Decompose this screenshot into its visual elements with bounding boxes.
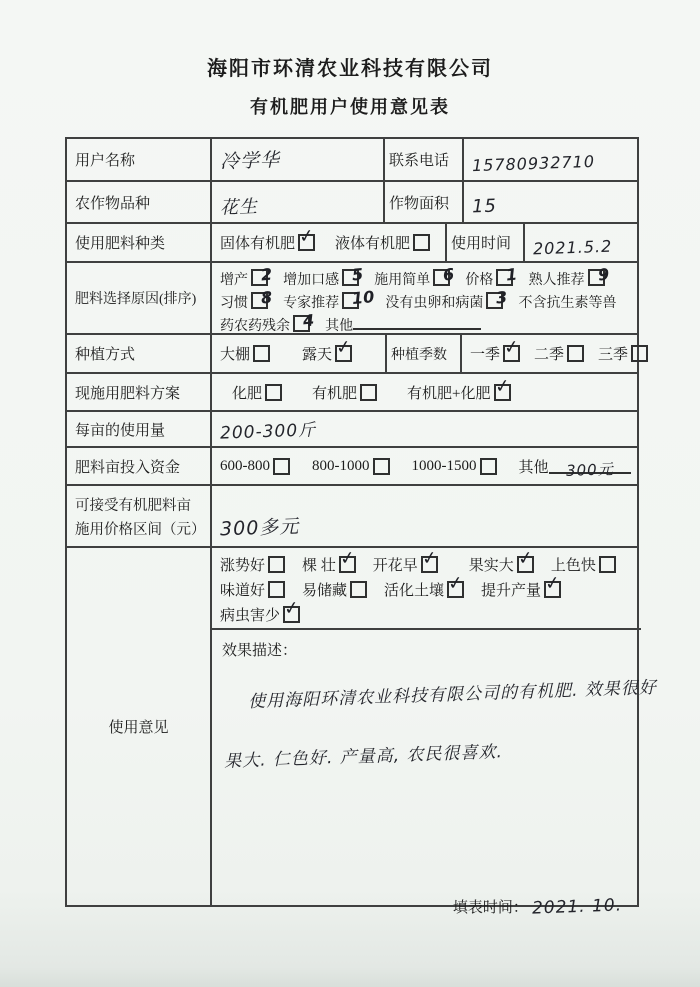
option-two-seasons: 二季 [534, 343, 586, 364]
opinion-label: 使用意见 [67, 548, 212, 905]
user-name-handwriting: 冷学华 [219, 148, 281, 174]
option-600-800: 600-800 [220, 458, 292, 475]
effect-option: 活化土壤 ✓ [384, 579, 466, 600]
reason-item: 施用简单 6 [374, 264, 456, 288]
fill-date-label: 填表时间： [452, 900, 528, 916]
row-price-range [67, 486, 637, 548]
form-title: 有机肥用户使用意见表 [250, 97, 450, 117]
effect-option: 上色快 [551, 554, 618, 575]
effect-option: 果实大 ✓ [469, 554, 536, 575]
effect-option: 病虫害少 ✓ [220, 604, 302, 625]
fertilizer-type-options [212, 224, 447, 261]
crop-value-cell [212, 182, 385, 222]
effect-description-section [212, 630, 658, 905]
option-1000-1500: 1000-1500 [412, 458, 499, 475]
option-800-1000: 800-1000 [312, 458, 392, 475]
effect-description-label: 效果描述： [222, 643, 298, 659]
effect-option: 提升产量 ✓ [481, 579, 563, 600]
checkbox-organic-plus-chemical-icon [494, 384, 511, 401]
row-dosage [67, 412, 637, 448]
blank-underline [353, 316, 481, 330]
checkbox-greenhouse-icon [253, 345, 270, 362]
checkbox-two-seasons-icon [567, 345, 584, 362]
checkbox-icon [447, 581, 464, 598]
option-one-season: 一季 ✓ [470, 343, 522, 364]
rank-handwriting: 2 [260, 264, 273, 285]
rank-handwriting: 6 [442, 264, 456, 285]
checkbox-icon [268, 581, 285, 598]
crop-label: 农作物品种 [67, 182, 212, 222]
fertilizer-type-label: 使用肥料种类 [67, 224, 212, 261]
option-label: 固体有机肥 [220, 236, 296, 252]
rank-handwriting: 8 [260, 287, 273, 308]
row-investment [67, 448, 637, 486]
option-open-air: 露天 ✓ [302, 343, 354, 364]
reason-other: 其他 [325, 319, 481, 334]
checkbox-open-air-icon [335, 345, 352, 362]
area-value-cell [464, 182, 637, 222]
reason-item: 价格 1 [465, 264, 519, 288]
option-liquid-organic [335, 232, 432, 253]
checkbox-600-800-icon [273, 458, 290, 475]
effect-description-handwriting-line1: 使用海阳环清农业科技有限公司的有机肥. 效果很好 [247, 677, 658, 713]
reason-item: 没有虫卵和病菌 3 [385, 287, 509, 311]
planting-options [212, 335, 387, 372]
user-name-label: 用户名称 [67, 139, 212, 180]
seasons-label: 种植季数 [387, 335, 462, 372]
use-time-label: 使用时间 [447, 224, 525, 261]
seasons-options [462, 335, 658, 372]
feedback-form-table [65, 137, 658, 907]
reason-item: 专家推荐 10 [283, 287, 376, 311]
checkbox-icon [544, 581, 561, 598]
area-label: 作物面积 [385, 182, 464, 222]
phone-handwriting: 15780932710 [471, 151, 596, 176]
effect-option: 涨势好 [220, 554, 287, 575]
company-title: 海阳市环清农业科技有限公司 [207, 58, 493, 80]
option-label: 液体有机肥 [335, 236, 411, 252]
row-current-plan [67, 374, 637, 412]
current-plan-label: 现施用肥料方案 [67, 374, 212, 410]
reason-item: 增加口感 5 [283, 264, 365, 288]
option-solid-organic [220, 232, 317, 253]
checkbox-solid-organic-icon [298, 234, 315, 251]
effect-option: 易储藏 [302, 579, 369, 600]
rank-handwriting: 3 [495, 287, 509, 308]
rank-handwriting: 1 [505, 264, 519, 285]
investment-other-handwriting: 300元 [565, 459, 614, 480]
dosage-handwriting: 200-300斤 [219, 419, 317, 444]
rank-handwriting: 9 [596, 264, 610, 285]
option-three-seasons: 三季 [598, 343, 650, 364]
rank-handwriting: 4 [302, 310, 315, 331]
price-range-value-cell [212, 486, 637, 546]
checkbox-icon [350, 581, 367, 598]
dosage-value-cell [212, 412, 637, 446]
checkbox-liquid-organic-icon [413, 234, 430, 251]
phone-value-cell [464, 139, 637, 180]
reasons-label: 肥料选择原因(排序) [67, 263, 212, 333]
row-planting [67, 335, 637, 374]
rank-handwriting: 10 [351, 287, 376, 308]
price-range-handwriting: 300多元 [219, 515, 300, 541]
price-range-label: 可接受有机肥料亩 施用价格区间（元） [67, 486, 212, 546]
crop-handwriting: 花生 [219, 196, 259, 219]
option-organic: 有机肥 [312, 382, 379, 403]
effects-checkbox-section [212, 548, 641, 630]
reason-item: 习惯 8 [220, 287, 273, 311]
checkbox-1000-1500-icon [480, 458, 497, 475]
fill-date-handwriting: 2021. 10. [531, 895, 623, 919]
checkbox-chemical-icon [265, 384, 282, 401]
effect-description-handwriting-line2: 果大. 仁色好. 产量高, 农民很喜欢. [223, 742, 504, 772]
row-user-name [67, 139, 637, 182]
rank-handwriting: 5 [351, 264, 365, 285]
option-greenhouse: 大棚 [220, 343, 272, 364]
reason-item: 不含抗生素等兽药农药残余 4 [220, 296, 617, 334]
effects-line-3 [220, 602, 633, 627]
reasons-options [212, 263, 637, 333]
row-crop [67, 182, 637, 224]
checkbox-one-season-icon [503, 345, 520, 362]
user-name-value-cell [212, 139, 385, 180]
fill-date [453, 896, 622, 917]
checkbox-icon [268, 556, 285, 573]
reason-item: 熟人推荐 9 [528, 264, 610, 288]
checkbox-organic-icon [360, 384, 377, 401]
checkbox-icon [599, 556, 616, 573]
checkbox-icon [283, 606, 300, 623]
checkbox-three-seasons-icon [631, 345, 648, 362]
use-time-handwriting: 2021.5.2 [532, 236, 613, 259]
effect-option: 棵 壮 ✓ [302, 554, 358, 575]
opinion-content [212, 548, 658, 905]
reason-item: 增产 2 [220, 264, 273, 288]
use-time-value-cell [525, 224, 637, 261]
phone-label: 联系电话 [385, 139, 464, 180]
dosage-label: 每亩的使用量 [67, 412, 212, 446]
investment-other: 其他 300元 [519, 456, 631, 477]
checkbox-800-1000-icon [373, 458, 390, 475]
effect-option: 味道好 [220, 579, 287, 600]
investment-label: 肥料亩投入资金 [67, 448, 212, 484]
area-handwriting: 15 [471, 195, 498, 217]
investment-options [212, 448, 639, 484]
checkbox-icon [339, 556, 356, 573]
row-fertilizer-type [67, 224, 637, 263]
option-chemical: 化肥 [232, 382, 284, 403]
row-reasons [67, 263, 637, 335]
effects-line-1 [220, 552, 633, 577]
current-plan-options [212, 374, 637, 410]
option-organic-plus-chemical: 有机肥+化肥 ✓ [407, 382, 512, 403]
planting-label: 种植方式 [67, 335, 212, 372]
checkbox-icon [421, 556, 438, 573]
checkbox-icon [517, 556, 534, 573]
effect-option: 开花早 ✓ [373, 554, 440, 575]
row-opinion [67, 548, 658, 905]
